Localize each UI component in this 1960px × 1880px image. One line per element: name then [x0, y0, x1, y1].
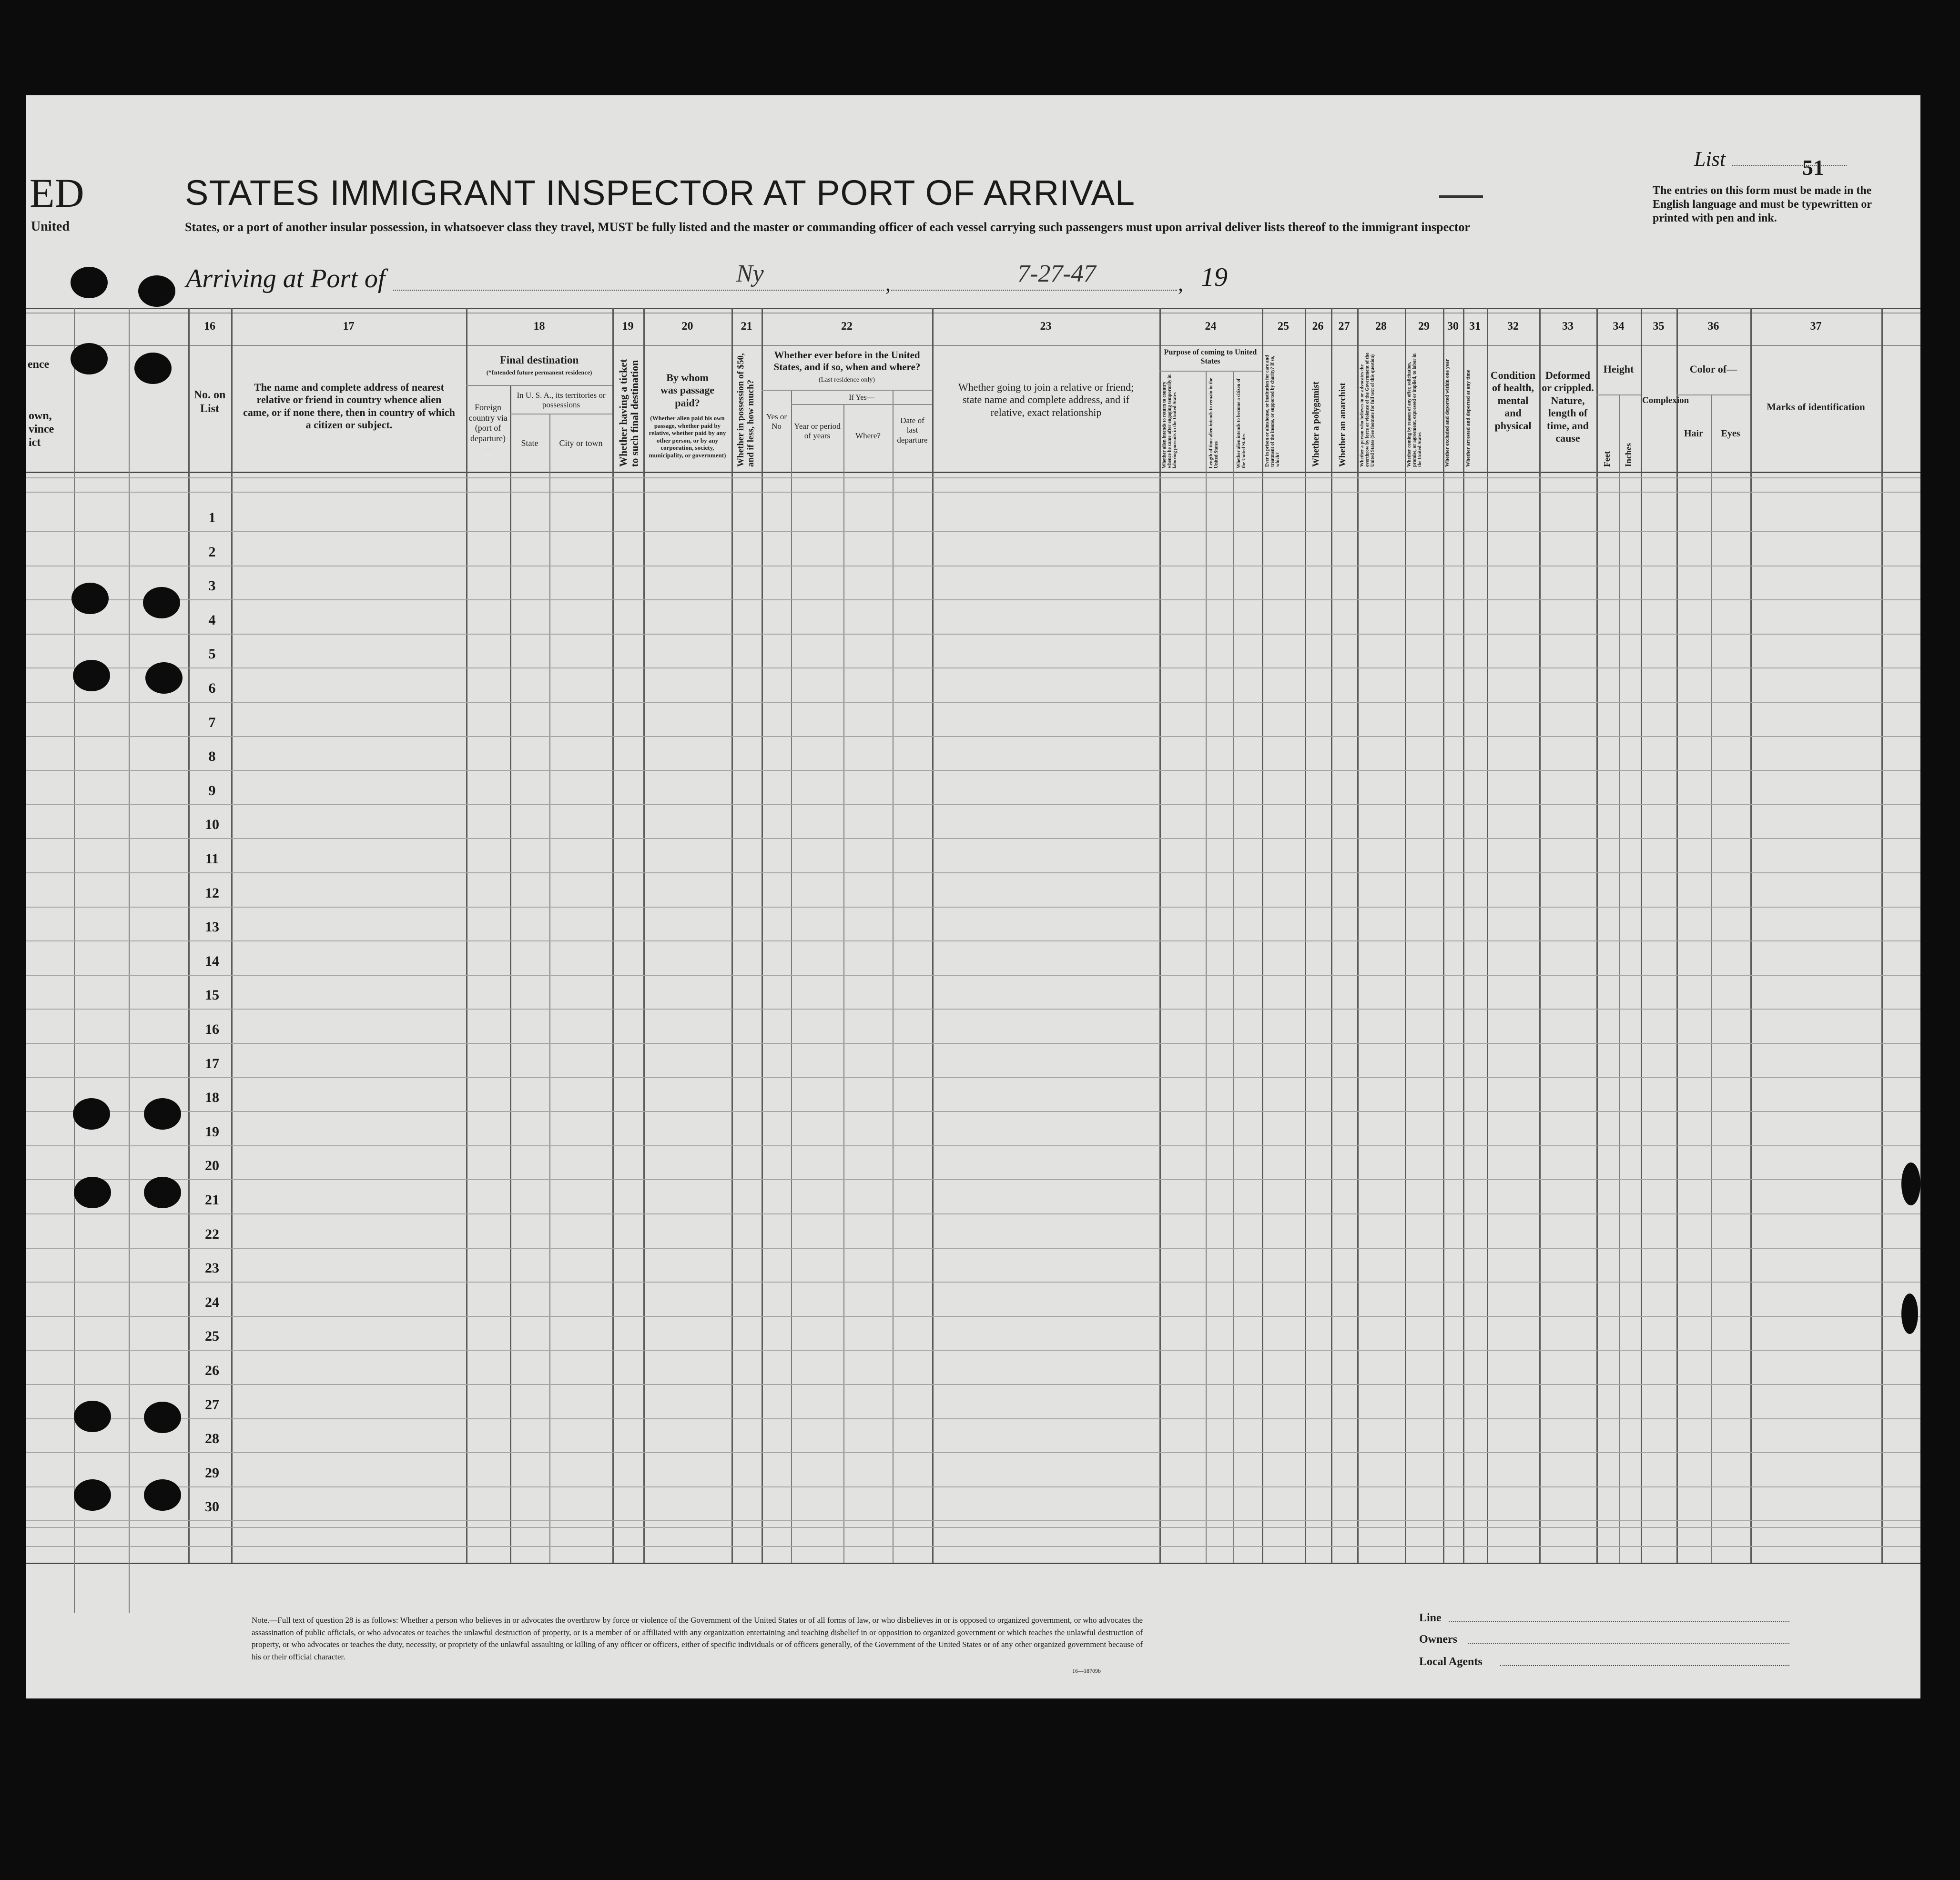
col-divider — [893, 391, 894, 1563]
row-rule — [26, 770, 1920, 771]
binding-hole — [144, 1479, 181, 1511]
row-rule — [26, 1316, 1920, 1317]
col-divider — [1676, 308, 1678, 1563]
header-purpose-citizen: Whether alien intends to become a citizen of the United States — [1236, 378, 1247, 468]
binding-hole — [73, 660, 110, 691]
page-title: STATES IMMIGRANT INSPECTOR AT PORT OF ARRIVAL — [185, 173, 1136, 212]
binding-hole — [71, 583, 109, 614]
col-divider — [1750, 308, 1752, 1563]
colnum-18: 18 — [533, 320, 545, 333]
col-divider — [549, 414, 550, 1563]
row-rule — [26, 1418, 1920, 1419]
row-rule — [26, 838, 1920, 839]
col-divider — [1463, 308, 1464, 1563]
list-label: List — [1694, 147, 1726, 171]
header-eyes: Eyes — [1721, 428, 1740, 439]
col-divider — [1596, 308, 1598, 1563]
row-number: 21 — [205, 1192, 219, 1208]
row-rule — [26, 1043, 1920, 1044]
col-divider — [1539, 308, 1541, 1563]
row-rule — [26, 872, 1920, 873]
binding-hole — [134, 353, 172, 384]
binding-hole — [74, 1177, 111, 1208]
header-health: Condition of health, mental and physical — [1490, 369, 1536, 432]
colnum-30: 30 — [1447, 320, 1459, 333]
footnote-question-28: Note.—Full text of question 28 is as follows: Whether a person who believes in or advocates the overthrow by force or violence of the Government of the United States or of all forms of law, or who disbelieves in or is opposed to organized government, or who advocates the assassination of public officials, or who advocates or teaches the unlawful destruction of property, or is a member of or affiliated with any organization entertaining and teaching disbelief in or opposition to organized government or which teaches the unlawful destruction of property, or who advocates or teaches the duty, necessity, or propriety of the unlawful assaulting or killing of any officer or officers, either of specific individuals or of officers generally, of the Government of the United States or of any other organized government because of his or their official character. — [252, 1616, 1143, 1661]
col-divider — [1619, 395, 1620, 1563]
header-anarchist: Whether an anarchist — [1338, 383, 1348, 467]
row-rule — [26, 1546, 1920, 1547]
header-height: Height — [1603, 363, 1634, 375]
row-rule — [26, 1384, 1920, 1385]
header-offer: Whether coming by reason of any offer, solicitation, promise, or agreement, expressed or implied, to labor in the United States — [1407, 353, 1422, 467]
row-rule — [26, 1282, 1920, 1283]
row-number: 5 — [208, 646, 216, 662]
header-ticket: Whether having a ticket to such final destination — [617, 359, 641, 467]
colnum-29: 29 — [1418, 320, 1430, 333]
colnum-25: 25 — [1278, 320, 1289, 333]
row-number: 29 — [205, 1465, 219, 1481]
header-where: Where? — [855, 431, 881, 440]
header-complexion: Complexion — [1642, 395, 1689, 405]
row-number: 30 — [205, 1499, 219, 1515]
row-rule — [26, 907, 1920, 908]
header-marks: Marks of identification — [1767, 401, 1865, 413]
row-number: 7 — [208, 714, 216, 730]
date-line — [891, 290, 1177, 291]
header-prison: Ever in prison or almshouse, or institution for care and treatment of the insane, or supported by charity? If so, which? — [1265, 355, 1280, 467]
row-rule — [26, 1213, 1920, 1214]
header-date-last-departure: Date of last departure — [897, 416, 928, 445]
col-divider — [1443, 308, 1444, 1563]
header-year-period: Year or period of years — [794, 422, 841, 441]
col-divider — [466, 308, 467, 1563]
line-label: Line — [1419, 1612, 1442, 1624]
row-rule — [26, 1179, 1920, 1180]
row-number: 28 — [205, 1431, 219, 1447]
row-number: 20 — [205, 1158, 219, 1174]
comma-2: , — [1178, 272, 1183, 295]
colnum-32: 32 — [1507, 320, 1519, 333]
subheader-rule — [1159, 371, 1262, 372]
row-number: 14 — [205, 953, 219, 969]
row-rule — [26, 940, 1920, 941]
header-purpose: Purpose of coming to United States — [1164, 348, 1257, 366]
colnum-23: 23 — [1040, 320, 1052, 333]
binding-hole — [143, 587, 180, 618]
table-top-rule — [26, 308, 1920, 309]
header-passage-paid: By whom was passage paid? — [660, 372, 715, 409]
row-number: 8 — [208, 748, 216, 765]
port-value: Ny — [736, 260, 764, 287]
row-rule — [26, 599, 1920, 600]
col-divider — [843, 405, 844, 1563]
subheader-rule — [466, 385, 612, 386]
header-city: City or town — [559, 438, 603, 448]
owners-label: Owners — [1419, 1633, 1457, 1646]
binding-hole — [138, 275, 175, 307]
header-nearest-relative: The name and complete address of nearest relative or friend in country whence alien came, or if none there, then in country of which a citizen or subject. — [243, 381, 455, 431]
binding-hole — [144, 1177, 181, 1208]
row-rule — [26, 492, 1920, 493]
header-inches: Inches — [1624, 443, 1633, 467]
col-divider — [1305, 308, 1306, 1563]
binding-hole — [74, 1479, 111, 1511]
colnum-21: 21 — [741, 320, 752, 333]
binding-hole — [144, 1098, 181, 1130]
row-number: 22 — [205, 1226, 219, 1242]
left-fragment-town: own, — [29, 410, 52, 422]
colnum-33: 33 — [1562, 320, 1574, 333]
header-join-relative: Whether going to join a relative or friend; state name and complete address, and if relative, exact relationship — [958, 381, 1134, 418]
header-if-yes: If Yes— — [849, 394, 874, 402]
row-number: 4 — [208, 612, 216, 628]
header-color-of: Color of— — [1689, 363, 1737, 375]
entries-note: The entries on this form must be made in the English language and must be typewritten or printed with pen and ink. — [1653, 184, 1872, 224]
header-deformed: Deformed or crippled. Nature, length of time, and cause — [1542, 369, 1594, 444]
row-rule — [26, 804, 1920, 805]
row-number: 1 — [208, 510, 216, 526]
colnum-20: 20 — [681, 320, 693, 333]
left-fragment-ence: ence — [28, 358, 50, 371]
row-rule — [26, 1111, 1920, 1112]
header-passage-paid-sub: (Whether alien paid his own passage, whether paid by relative, whether paid by any other person, or by any corporation, society, municipality, or government) — [649, 414, 726, 459]
col-divider — [791, 391, 792, 1563]
col-divider — [1262, 308, 1263, 1563]
binding-hole — [145, 662, 183, 694]
header-arrested: Whether arrested and deported at any time — [1465, 370, 1471, 467]
colnum-27: 27 — [1338, 320, 1350, 333]
col-divider — [1487, 308, 1488, 1563]
left-fragment-district: ict — [29, 436, 41, 449]
header-in-usa: In U. S. A., its territories or possessions — [517, 391, 606, 410]
header-purpose-length: Length of time alien intends to remain in the United States — [1208, 378, 1219, 468]
header-hair: Hair — [1684, 428, 1703, 439]
subheader-rule — [762, 390, 932, 391]
header-final-destination: Final destination — [499, 354, 579, 366]
row-number: 12 — [205, 885, 219, 901]
list-number-line — [1732, 165, 1847, 166]
colnum-22: 22 — [841, 320, 853, 333]
header-state: State — [521, 438, 538, 448]
col-divider — [231, 308, 233, 1563]
row-number: 10 — [205, 817, 219, 833]
header-ever-before: Whether ever before in the United States, and if so, when and where? — [773, 349, 921, 373]
header-feet: Feet — [1602, 451, 1612, 467]
row-number: 19 — [205, 1123, 219, 1140]
colnum-28: 28 — [1375, 320, 1387, 333]
header-polygamist: Whether a polygamist — [1311, 381, 1321, 467]
row-rule — [26, 975, 1920, 976]
binding-hole — [73, 1098, 110, 1130]
pencil-mark — [1439, 195, 1483, 198]
row-number: 24 — [205, 1294, 219, 1310]
binding-hole — [71, 343, 108, 374]
form-number: 16—18709b — [1072, 1668, 1101, 1674]
subheader-rule — [1596, 394, 1641, 395]
local-agents-label: Local Agents — [1419, 1656, 1483, 1668]
row-number: 27 — [205, 1396, 219, 1413]
torn-edge-mark — [1901, 1294, 1918, 1334]
row-rule — [26, 1452, 1920, 1453]
col-divider — [188, 308, 190, 1563]
row-rule — [26, 634, 1920, 635]
row-rule — [26, 1009, 1920, 1010]
colnum-16: 16 — [204, 320, 215, 333]
row-rule — [26, 667, 1920, 668]
local-agents-field — [1500, 1665, 1789, 1666]
colnum-17: 17 — [343, 320, 355, 333]
column-number-rule — [26, 345, 1920, 346]
col-divider — [1159, 308, 1161, 1563]
row-rule — [26, 531, 1920, 532]
year-prefix: 19 — [1201, 263, 1228, 292]
colnum-26: 26 — [1312, 320, 1324, 333]
col-divider — [1357, 308, 1359, 1563]
col-divider — [731, 308, 733, 1563]
left-fragment-province: vince — [29, 423, 54, 435]
header-bottom-rule — [26, 472, 1920, 473]
binding-hole — [74, 1401, 111, 1432]
left-fragment-united: United — [31, 219, 70, 234]
row-rule — [26, 702, 1920, 703]
col-divider — [612, 308, 614, 1563]
row-number: 11 — [205, 851, 219, 867]
port-line — [393, 290, 884, 291]
table-bottom-rule — [26, 1563, 1920, 1564]
row-number: 17 — [205, 1055, 219, 1071]
header-yes-or-no: Yes or No — [766, 412, 787, 431]
row-number: 26 — [205, 1363, 219, 1378]
row-number: 15 — [205, 987, 219, 1003]
row-rule — [26, 1350, 1920, 1351]
col-divider — [932, 308, 934, 1563]
colnum-31: 31 — [1469, 320, 1481, 333]
header-final-destination-sub: (*Intended future permanent residence) — [486, 369, 592, 376]
row-number: 2 — [208, 544, 216, 560]
row-rule — [26, 1527, 1920, 1528]
row-rule — [26, 1486, 1920, 1487]
colnum-19: 19 — [622, 320, 634, 333]
manifest-sheet — [26, 95, 1920, 1698]
colnum-36: 36 — [1707, 320, 1719, 333]
header-last-residence: (Last residence only) — [818, 376, 875, 384]
col-divider — [129, 308, 130, 1613]
subheader-rule — [791, 404, 932, 405]
col-divider — [1405, 308, 1406, 1563]
row-rule — [26, 1520, 1920, 1521]
header-excluded: Whether excluded and deported within one year — [1444, 359, 1450, 467]
row-number: 13 — [205, 919, 219, 935]
binding-hole — [144, 1402, 181, 1433]
row-rule — [26, 1248, 1920, 1249]
colnum-24: 24 — [1205, 320, 1217, 333]
row-rule — [26, 1077, 1920, 1078]
row-number: 23 — [205, 1260, 219, 1276]
col-divider — [1711, 395, 1712, 1563]
row-rule — [26, 1145, 1920, 1146]
col-divider — [762, 308, 763, 1563]
binding-hole — [71, 267, 108, 298]
row-number: 18 — [205, 1090, 219, 1106]
row-number: 16 — [205, 1021, 219, 1037]
row-number: 3 — [208, 578, 216, 594]
header-overthrow: Whether a person who believes in or advocates the overthrow by force or violence of the Government of the United States (See footnote for full text of this question) — [1360, 353, 1375, 467]
colnum-37: 37 — [1810, 320, 1822, 333]
comma-1: , — [885, 272, 891, 295]
colnum-35: 35 — [1653, 320, 1665, 333]
row-number: 9 — [208, 782, 216, 798]
header-fifty-dollars: Whether in possession of $50, and if less, how much? — [736, 353, 756, 467]
line-field — [1449, 1621, 1789, 1622]
header-purpose-return: Whether alien intends to return to country whence he came after engaging temporarily in laboring pursuits in the United States — [1162, 374, 1178, 468]
header-no-on-list: No. on List — [193, 389, 226, 415]
col-divider — [643, 308, 645, 1563]
row-rule — [26, 477, 1920, 478]
row-number: 25 — [205, 1328, 219, 1344]
page-subtitle: States, or a port of another insular possession, in whatsoever class they travel, MUST be fully listed and the master or commanding officer of each vessel carrying such passengers must upon arrival deliver lists thereof to the immigrant inspector — [185, 220, 1470, 234]
colnum-34: 34 — [1613, 320, 1625, 333]
list-number: 51 — [1802, 155, 1824, 180]
owners-field — [1468, 1643, 1789, 1644]
title-fragment: ED — [30, 170, 84, 216]
header-foreign-country: Foreign country via (port of departure)— — [468, 403, 508, 454]
row-number: 6 — [208, 680, 216, 696]
col-divider — [1641, 308, 1642, 1563]
col-divider — [1331, 308, 1332, 1563]
torn-edge-mark — [1901, 1162, 1920, 1205]
arriving-label: Arriving at Port of — [186, 264, 386, 293]
col-divider — [1881, 308, 1883, 1563]
row-rule — [26, 736, 1920, 737]
date-value: 7-27-47 — [1017, 260, 1096, 287]
